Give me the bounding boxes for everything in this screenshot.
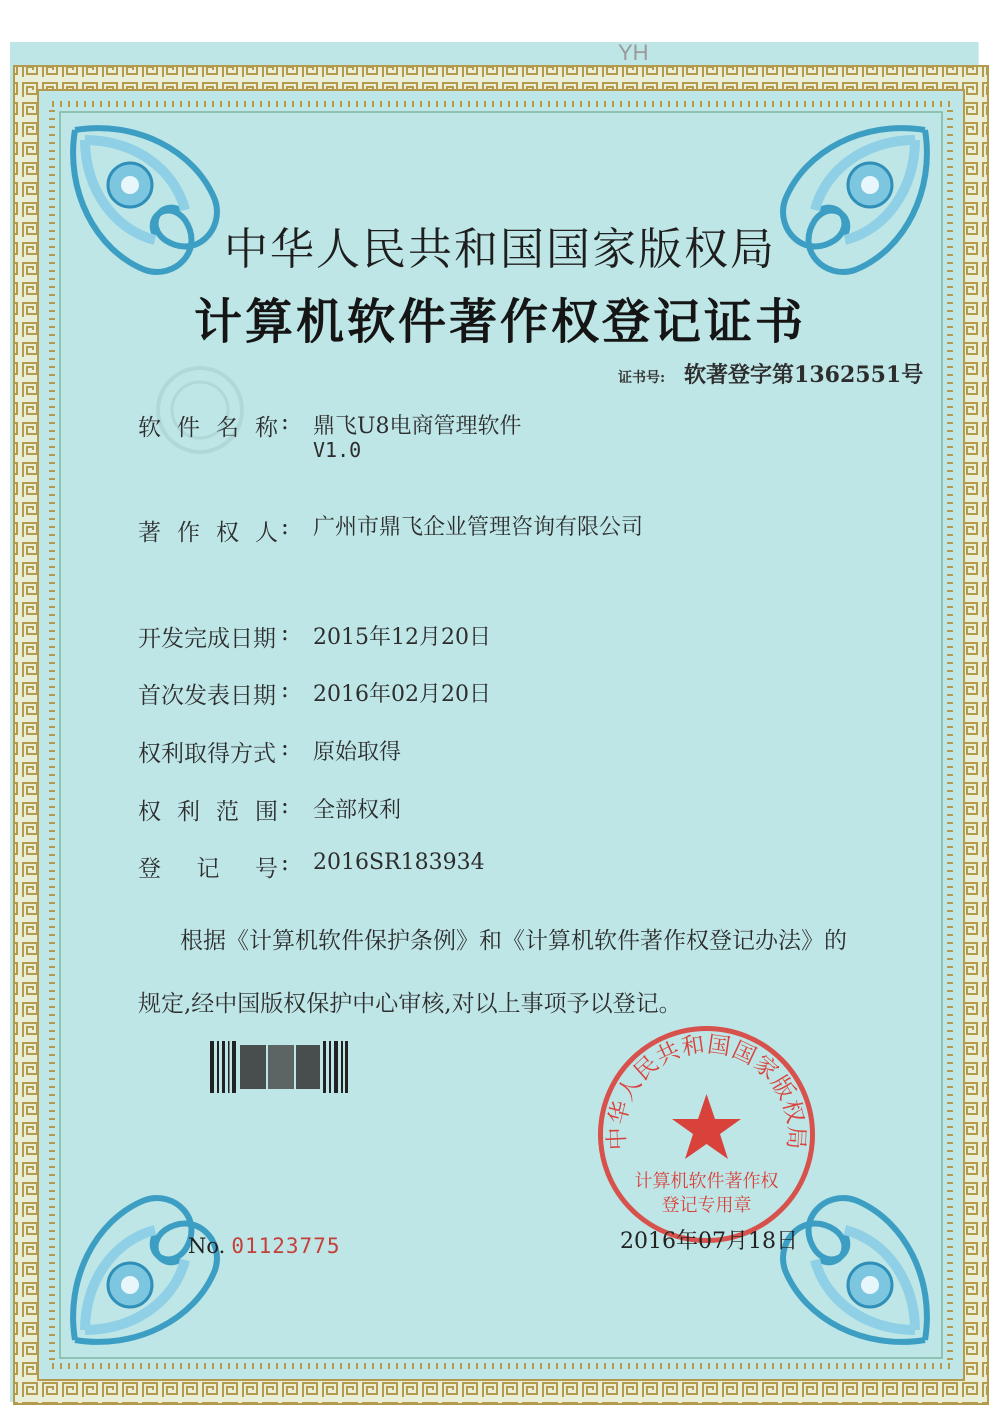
label-copyright-owner [138, 514, 278, 547]
label-character: 作 [177, 520, 200, 546]
value-scope-of-rights: 全部权利 [313, 798, 402, 823]
colon: : [281, 620, 289, 646]
colon: : [281, 793, 289, 819]
value-software-name: 鼎飞U8电商管理软件 [313, 414, 522, 439]
label-software-name [138, 409, 278, 442]
value-registration-number: 2016SR183934 [313, 850, 485, 875]
serial-number [188, 1234, 340, 1258]
label-acquisition-method: 权利取得方式 [138, 741, 276, 767]
label-character: 围 [255, 799, 278, 825]
seal-outer-text: 中华人民共和国国家版权局 [604, 1031, 809, 1151]
colon: : [281, 514, 289, 540]
label-completion-date: 开发完成日期 [138, 626, 276, 652]
label-character: 人 [255, 520, 278, 546]
colon: : [281, 677, 289, 703]
label-character: 称 [255, 415, 278, 441]
handwritten-mark: YH [618, 40, 649, 65]
certificate-number-label: 证书号: [618, 370, 666, 386]
colon: : [281, 409, 289, 435]
barcode [210, 1041, 348, 1093]
label-scope-of-rights [138, 793, 278, 826]
label-character: 权 [138, 799, 161, 825]
issuer-title: 中华人民共和国国家版权局 [224, 224, 776, 275]
label-character: 件 [177, 415, 200, 441]
serial-prefix: No. [188, 1234, 226, 1258]
certificate-number [618, 358, 923, 389]
certificate-title: 计算机软件著作权登记证书 [193, 294, 806, 350]
corner-ornament-bottom-left [73, 1198, 217, 1342]
seal-inner-line-2: 登记专用章 [661, 1195, 752, 1216]
issue-date: 2016年07月18日 [620, 1229, 798, 1254]
value-copyright-owner: 广州市鼎飞企业管理咨询有限公司 [313, 515, 644, 540]
colon: : [281, 735, 289, 761]
colon: : [281, 850, 289, 876]
label-character: 登 [138, 856, 161, 882]
value-first-publication-date: 2016年02月20日 [313, 682, 491, 707]
label-character: 利 [177, 799, 200, 825]
label-character: 号 [255, 856, 278, 882]
label-registration-number [138, 850, 278, 883]
label-first-publication-date: 首次发表日期 [138, 683, 276, 709]
seal-inner-line-1: 计算机软件著作权 [634, 1171, 779, 1192]
label-character: 权 [216, 520, 239, 546]
serial-value: 01123775 [231, 1234, 341, 1258]
label-character: 名 [216, 415, 239, 441]
body-text-line-1: 根据《计算机软件保护条例》和《计算机软件著作权登记办法》的 [180, 928, 847, 954]
label-character: 记 [196, 856, 220, 882]
certificate-number-value: 软著登字第1362551号 [684, 362, 924, 388]
label-character: 软 [138, 415, 161, 441]
value-completion-date: 2015年12月20日 [313, 625, 491, 650]
body-text-line-2: 规定,经中国版权保护中心审核,对以上事项予以登记。 [138, 991, 682, 1017]
label-character: 著 [138, 520, 161, 546]
official-seal [594, 1022, 819, 1247]
seal-star-icon [672, 1094, 741, 1159]
label-character: 范 [216, 799, 239, 825]
value-software-version: V1.0 [313, 438, 362, 462]
value-acquisition-method: 原始取得 [313, 740, 402, 765]
